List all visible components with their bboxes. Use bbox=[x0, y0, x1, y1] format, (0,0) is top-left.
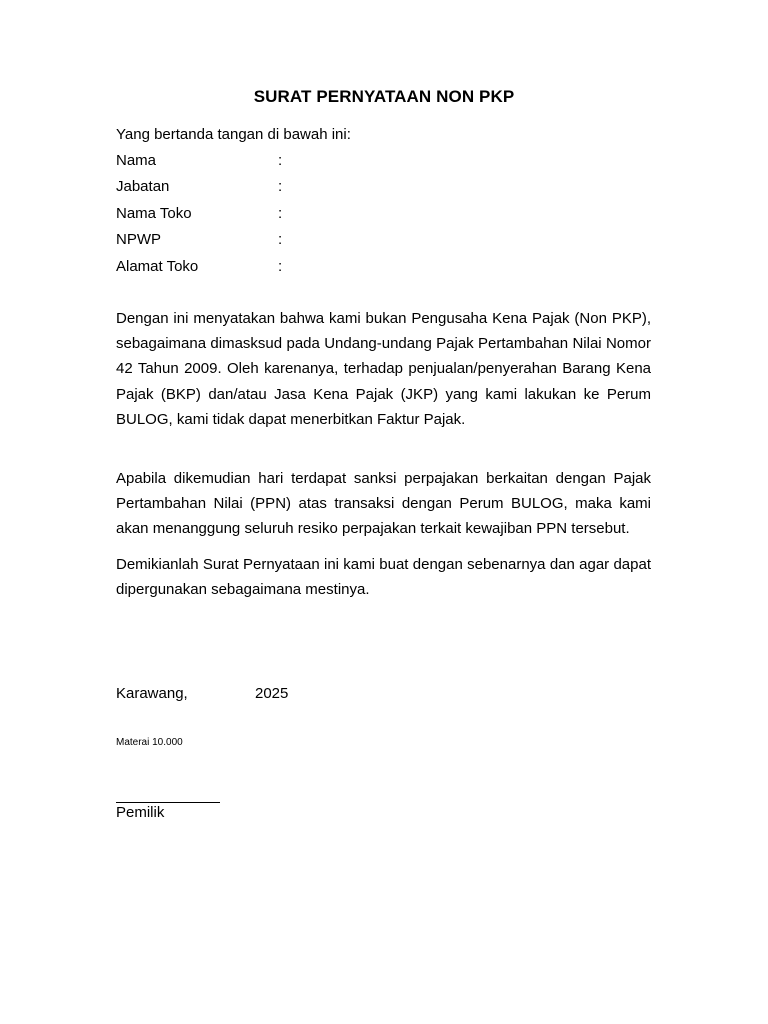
paragraph-liability: Apabila dikemudian hari terdapat sanksi perpajakan berkaitan dengan Pajak Pertambahan Nilai (PPN) atas transaksi dengan Perum BULOG, maka kami akan menanggung seluruh resiko perpajakan terkait kewajiban PPN tersebut. bbox=[116, 470, 651, 538]
field-label-nama: Nama bbox=[116, 152, 157, 169]
field-label-npwp: NPWP bbox=[116, 231, 161, 249]
field-row-jabatan bbox=[116, 177, 516, 203]
intro-text: Yang bertanda tangan di bawah ini: bbox=[116, 126, 351, 143]
field-row-alamat-toko bbox=[116, 257, 516, 283]
stamp-note: Materai 10.000 bbox=[116, 737, 183, 748]
field-label-alamat-toko: Alamat Toko bbox=[116, 257, 199, 275]
field-row-nama-toko bbox=[116, 204, 516, 230]
field-separator: : bbox=[278, 204, 283, 222]
field-separator: : bbox=[278, 178, 283, 196]
field-label-jabatan: Jabatan bbox=[116, 178, 170, 196]
document-title: SURAT PERNYATAAN NON PKP bbox=[253, 87, 515, 106]
field-separator: : bbox=[278, 257, 283, 275]
field-separator: : bbox=[278, 152, 283, 169]
signing-year: 2025 bbox=[255, 685, 289, 702]
signing-place: Karawang, bbox=[116, 685, 188, 702]
field-label-nama-toko: Nama Toko bbox=[116, 204, 192, 222]
field-row-npwp bbox=[116, 230, 516, 256]
signature-line bbox=[116, 802, 220, 803]
identity-fields bbox=[116, 151, 516, 283]
paragraph-declaration: Dengan ini menyatakan bahwa kami bukan Pengusaha Kena Pajak (Non PKP), sebagaimana dimasksud pada Undang-undang Pajak Pertambahan Nilai Nomor 42 Tahun 2009. Oleh karenanya, terhadap penjualan/penyerahan Barang Kena Pajak (BKP) dan/atau Jasa Kena Pajak (JKP) yang kami lakukan ke Perum BULOG, kami tidak dapat menerbitkan Faktur Pajak. bbox=[116, 310, 651, 428]
field-row-nama bbox=[116, 151, 516, 177]
paragraph-closing: Demikianlah Surat Pernyataan ini kami buat dengan sebenarnya dan agar dapat dipergunakan sebagaimana mestinya. bbox=[116, 556, 651, 599]
signer-title: Pemilik bbox=[116, 804, 165, 821]
field-separator: : bbox=[278, 231, 283, 249]
